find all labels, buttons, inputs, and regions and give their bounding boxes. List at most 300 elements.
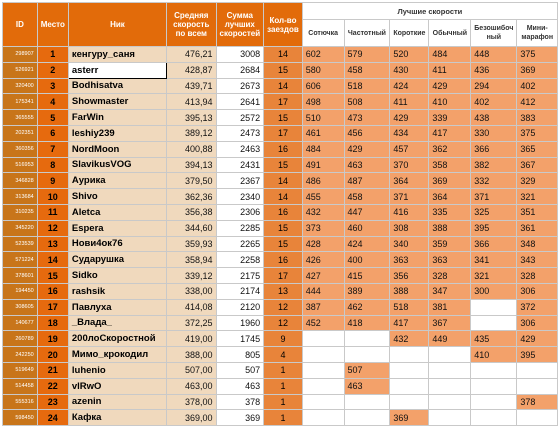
cell-avg[interactable]: 394,13 xyxy=(167,157,216,173)
cell-speed[interactable] xyxy=(517,410,558,426)
cell-speed[interactable] xyxy=(302,378,344,394)
header-mode-frequency[interactable]: Частотный xyxy=(344,20,390,47)
cell-avg[interactable]: 413,94 xyxy=(167,94,216,110)
cell-speed[interactable]: 463 xyxy=(344,157,390,173)
cell-id[interactable]: 571224 xyxy=(3,252,38,268)
cell-sum[interactable]: 2120 xyxy=(216,299,264,315)
cell-sum[interactable]: 2473 xyxy=(216,125,264,141)
cell-avg[interactable]: 395,13 xyxy=(167,110,216,126)
cell-speed[interactable]: 363 xyxy=(429,252,471,268)
cell-speed[interactable]: 389 xyxy=(344,283,390,299)
cell-count[interactable]: 9 xyxy=(264,331,303,347)
cell-speed[interactable]: 434 xyxy=(390,125,429,141)
cell-speed[interactable]: 351 xyxy=(517,204,558,220)
cell-speed[interactable]: 388 xyxy=(429,220,471,236)
cell-speed[interactable]: 395 xyxy=(471,220,517,236)
cell-id[interactable]: 175341 xyxy=(3,94,38,110)
cell-speed[interactable]: 410 xyxy=(429,94,471,110)
cell-id[interactable]: 242250 xyxy=(3,347,38,363)
cell-speed[interactable]: 366 xyxy=(471,141,517,157)
cell-speed[interactable]: 438 xyxy=(471,110,517,126)
cell-count[interactable]: 13 xyxy=(264,283,303,299)
cell-place[interactable]: 24 xyxy=(37,410,68,426)
cell-speed[interactable]: 484 xyxy=(429,47,471,63)
cell-place[interactable]: 6 xyxy=(37,125,68,141)
cell-speed[interactable]: 365 xyxy=(517,141,558,157)
cell-place[interactable]: 13 xyxy=(37,236,68,252)
cell-speed[interactable] xyxy=(471,410,517,426)
cell-speed[interactable] xyxy=(517,362,558,378)
cell-speed[interactable]: 402 xyxy=(517,78,558,94)
cell-nick[interactable]: luhenio xyxy=(68,362,166,378)
cell-sum[interactable]: 2684 xyxy=(216,62,264,78)
cell-count[interactable]: 14 xyxy=(264,189,303,205)
cell-speed[interactable]: 388 xyxy=(390,283,429,299)
cell-sum[interactable]: 2306 xyxy=(216,204,264,220)
cell-speed[interactable]: 332 xyxy=(471,173,517,189)
cell-speed[interactable]: 382 xyxy=(471,157,517,173)
cell-count[interactable]: 17 xyxy=(264,94,303,110)
cell-avg[interactable]: 400,88 xyxy=(167,141,216,157)
cell-sum[interactable]: 2572 xyxy=(216,110,264,126)
cell-speed[interactable]: 306 xyxy=(517,283,558,299)
cell-speed[interactable]: 473 xyxy=(344,110,390,126)
cell-speed[interactable]: 508 xyxy=(344,94,390,110)
cell-speed[interactable] xyxy=(471,378,517,394)
cell-speed[interactable]: 460 xyxy=(344,220,390,236)
cell-speed[interactable]: 520 xyxy=(390,47,429,63)
cell-avg[interactable]: 356,38 xyxy=(167,204,216,220)
cell-nick[interactable]: NordMoon xyxy=(68,141,166,157)
cell-place[interactable]: 7 xyxy=(37,141,68,157)
cell-id[interactable]: 345220 xyxy=(3,220,38,236)
cell-speed[interactable]: 321 xyxy=(471,268,517,284)
header-mode-normal[interactable]: Обычный xyxy=(429,20,471,47)
cell-id[interactable]: 313684 xyxy=(3,189,38,205)
cell-nick[interactable]: SlavikusVOG xyxy=(68,157,166,173)
cell-count[interactable]: 15 xyxy=(264,157,303,173)
cell-nick[interactable]: leshiy239 xyxy=(68,125,166,141)
cell-speed[interactable]: 371 xyxy=(471,189,517,205)
cell-speed[interactable] xyxy=(429,362,471,378)
cell-speed[interactable]: 361 xyxy=(517,220,558,236)
cell-speed[interactable] xyxy=(471,299,517,315)
cell-sum[interactable]: 2463 xyxy=(216,141,264,157)
cell-speed[interactable]: 455 xyxy=(302,189,344,205)
cell-nick[interactable]: Сударушка xyxy=(68,252,166,268)
cell-nick[interactable]: Showmaster xyxy=(68,94,166,110)
cell-speed[interactable]: 491 xyxy=(302,157,344,173)
cell-speed[interactable]: 321 xyxy=(517,189,558,205)
cell-place[interactable]: 11 xyxy=(37,204,68,220)
cell-speed[interactable] xyxy=(471,394,517,410)
cell-nick[interactable]: Espera xyxy=(68,220,166,236)
cell-count[interactable]: 14 xyxy=(264,78,303,94)
cell-speed[interactable]: 375 xyxy=(517,47,558,63)
cell-speed[interactable]: 486 xyxy=(302,173,344,189)
cell-avg[interactable]: 359,93 xyxy=(167,236,216,252)
header-mode-minimarathon[interactable]: Мини- марафон xyxy=(517,20,558,47)
cell-sum[interactable]: 2673 xyxy=(216,78,264,94)
cell-speed[interactable]: 427 xyxy=(302,268,344,284)
cell-speed[interactable]: 432 xyxy=(390,331,429,347)
cell-sum[interactable]: 2174 xyxy=(216,283,264,299)
cell-avg[interactable]: 419,00 xyxy=(167,331,216,347)
cell-place[interactable]: 19 xyxy=(37,331,68,347)
cell-avg[interactable]: 369,00 xyxy=(167,410,216,426)
cell-count[interactable]: 15 xyxy=(264,62,303,78)
cell-speed[interactable]: 387 xyxy=(302,299,344,315)
cell-speed[interactable]: 510 xyxy=(302,110,344,126)
cell-speed[interactable]: 364 xyxy=(390,173,429,189)
cell-id[interactable]: 194450 xyxy=(3,283,38,299)
cell-speed[interactable]: 330 xyxy=(471,125,517,141)
cell-speed[interactable] xyxy=(344,347,390,363)
cell-place[interactable]: 10 xyxy=(37,189,68,205)
cell-speed[interactable]: 429 xyxy=(390,110,429,126)
cell-id[interactable]: 365555 xyxy=(3,110,38,126)
cell-count[interactable]: 1 xyxy=(264,410,303,426)
cell-count[interactable]: 4 xyxy=(264,347,303,363)
cell-id[interactable]: 598450 xyxy=(3,410,38,426)
cell-sum[interactable]: 2431 xyxy=(216,157,264,173)
cell-place[interactable]: 2 xyxy=(37,62,68,78)
cell-place[interactable]: 8 xyxy=(37,157,68,173)
cell-speed[interactable]: 363 xyxy=(390,252,429,268)
cell-avg[interactable]: 339,12 xyxy=(167,268,216,284)
cell-place[interactable]: 20 xyxy=(37,347,68,363)
cell-speed[interactable]: 429 xyxy=(429,78,471,94)
cell-sum[interactable]: 2175 xyxy=(216,268,264,284)
header-avg[interactable]: Средняя скорость по всем xyxy=(167,3,216,47)
cell-speed[interactable]: 518 xyxy=(390,299,429,315)
cell-speed[interactable]: 335 xyxy=(429,204,471,220)
cell-speed[interactable] xyxy=(471,362,517,378)
cell-speed[interactable] xyxy=(302,347,344,363)
cell-nick[interactable]: Аурика xyxy=(68,173,166,189)
cell-speed[interactable]: 429 xyxy=(517,331,558,347)
cell-speed[interactable]: 418 xyxy=(344,315,390,331)
cell-avg[interactable]: 372,25 xyxy=(167,315,216,331)
cell-count[interactable]: 15 xyxy=(264,220,303,236)
cell-speed[interactable]: 341 xyxy=(471,252,517,268)
cell-place[interactable]: 9 xyxy=(37,173,68,189)
cell-nick[interactable]: 200лоСкоростной xyxy=(68,331,166,347)
cell-id[interactable]: 202351 xyxy=(3,125,38,141)
cell-speed[interactable] xyxy=(429,378,471,394)
cell-speed[interactable]: 329 xyxy=(517,173,558,189)
cell-id[interactable]: 378601 xyxy=(3,268,38,284)
cell-speed[interactable]: 430 xyxy=(390,62,429,78)
cell-speed[interactable]: 362 xyxy=(429,141,471,157)
cell-count[interactable]: 1 xyxy=(264,362,303,378)
cell-speed[interactable]: 395 xyxy=(517,347,558,363)
cell-speed[interactable]: 348 xyxy=(517,236,558,252)
cell-nick[interactable]: Кафка xyxy=(68,410,166,426)
cell-speed[interactable]: 367 xyxy=(429,315,471,331)
cell-speed[interactable]: 358 xyxy=(429,157,471,173)
cell-speed[interactable]: 359 xyxy=(429,236,471,252)
cell-sum[interactable]: 3008 xyxy=(216,47,264,63)
cell-place[interactable]: 22 xyxy=(37,378,68,394)
cell-speed[interactable]: 417 xyxy=(390,315,429,331)
cell-speed[interactable]: 456 xyxy=(344,125,390,141)
cell-id[interactable]: 260789 xyxy=(3,331,38,347)
cell-speed[interactable]: 435 xyxy=(471,331,517,347)
cell-id[interactable]: 526921 xyxy=(3,62,38,78)
cell-count[interactable]: 12 xyxy=(264,315,303,331)
header-count[interactable]: Кол-во заездов xyxy=(264,3,303,47)
cell-speed[interactable]: 402 xyxy=(471,94,517,110)
cell-speed[interactable]: 347 xyxy=(429,283,471,299)
cell-speed[interactable] xyxy=(429,410,471,426)
cell-id[interactable]: 298907 xyxy=(3,47,38,63)
cell-sum[interactable]: 1960 xyxy=(216,315,264,331)
cell-speed[interactable] xyxy=(390,378,429,394)
cell-speed[interactable]: 449 xyxy=(429,331,471,347)
cell-sum[interactable]: 2340 xyxy=(216,189,264,205)
cell-speed[interactable]: 436 xyxy=(471,62,517,78)
cell-speed[interactable]: 448 xyxy=(471,47,517,63)
cell-speed[interactable]: 375 xyxy=(517,125,558,141)
cell-speed[interactable]: 369 xyxy=(390,410,429,426)
cell-count[interactable]: 1 xyxy=(264,378,303,394)
cell-nick[interactable]: Shivo xyxy=(68,189,166,205)
cell-speed[interactable]: 487 xyxy=(344,173,390,189)
header-mode-sotochka[interactable]: Сотючка xyxy=(302,20,344,47)
cell-sum[interactable]: 2285 xyxy=(216,220,264,236)
cell-nick[interactable]: Мимо_крокодил xyxy=(68,347,166,363)
cell-count[interactable]: 16 xyxy=(264,204,303,220)
cell-speed[interactable]: 372 xyxy=(517,299,558,315)
cell-speed[interactable]: 606 xyxy=(302,78,344,94)
cell-count[interactable]: 15 xyxy=(264,236,303,252)
cell-place[interactable]: 12 xyxy=(37,220,68,236)
cell-avg[interactable]: 507,00 xyxy=(167,362,216,378)
cell-speed[interactable]: 424 xyxy=(344,236,390,252)
cell-avg[interactable]: 358,94 xyxy=(167,252,216,268)
cell-speed[interactable]: 294 xyxy=(471,78,517,94)
cell-speed[interactable]: 400 xyxy=(344,252,390,268)
cell-nick[interactable]: Павлуха xyxy=(68,299,166,315)
cell-speed[interactable]: 426 xyxy=(302,252,344,268)
cell-speed[interactable] xyxy=(302,362,344,378)
cell-speed[interactable]: 411 xyxy=(390,94,429,110)
cell-speed[interactable] xyxy=(390,394,429,410)
cell-place[interactable]: 21 xyxy=(37,362,68,378)
cell-count[interactable]: 12 xyxy=(264,299,303,315)
cell-avg[interactable]: 388,00 xyxy=(167,347,216,363)
cell-id[interactable]: 555316 xyxy=(3,394,38,410)
cell-speed[interactable]: 580 xyxy=(302,62,344,78)
cell-speed[interactable]: 462 xyxy=(344,299,390,315)
cell-place[interactable]: 3 xyxy=(37,78,68,94)
cell-count[interactable]: 1 xyxy=(264,394,303,410)
cell-speed[interactable]: 369 xyxy=(429,173,471,189)
cell-speed[interactable]: 444 xyxy=(302,283,344,299)
header-nick[interactable]: Ник xyxy=(68,3,166,47)
cell-speed[interactable]: 367 xyxy=(517,157,558,173)
cell-speed[interactable]: 484 xyxy=(302,141,344,157)
cell-nick[interactable]: Aletca xyxy=(68,204,166,220)
cell-speed[interactable]: 369 xyxy=(517,62,558,78)
cell-speed[interactable]: 328 xyxy=(429,268,471,284)
cell-speed[interactable]: 371 xyxy=(390,189,429,205)
cell-id[interactable]: 516953 xyxy=(3,157,38,173)
cell-id[interactable]: 514458 xyxy=(3,378,38,394)
cell-nick[interactable]: Sidko xyxy=(68,268,166,284)
cell-count[interactable]: 16 xyxy=(264,252,303,268)
cell-avg[interactable]: 362,36 xyxy=(167,189,216,205)
cell-speed[interactable]: 381 xyxy=(429,299,471,315)
cell-speed[interactable]: 378 xyxy=(517,394,558,410)
cell-speed[interactable]: 325 xyxy=(471,204,517,220)
cell-speed[interactable]: 498 xyxy=(302,94,344,110)
cell-sum[interactable]: 1745 xyxy=(216,331,264,347)
header-mode-errorless[interactable]: Безошибоч ный xyxy=(471,20,517,47)
header-mode-short[interactable]: Короткие xyxy=(390,20,429,47)
cell-speed[interactable] xyxy=(344,410,390,426)
cell-speed[interactable]: 366 xyxy=(471,236,517,252)
cell-id[interactable]: 308605 xyxy=(3,299,38,315)
cell-speed[interactable]: 579 xyxy=(344,47,390,63)
cell-avg[interactable]: 428,87 xyxy=(167,62,216,78)
cell-speed[interactable]: 417 xyxy=(429,125,471,141)
cell-avg[interactable]: 379,50 xyxy=(167,173,216,189)
cell-avg[interactable]: 463,00 xyxy=(167,378,216,394)
cell-sum[interactable]: 2641 xyxy=(216,94,264,110)
cell-id[interactable]: 523539 xyxy=(3,236,38,252)
cell-sum[interactable]: 2367 xyxy=(216,173,264,189)
cell-speed[interactable]: 457 xyxy=(390,141,429,157)
header-place[interactable]: Место xyxy=(37,3,68,47)
cell-speed[interactable] xyxy=(429,394,471,410)
cell-nick[interactable]: azenin xyxy=(68,394,166,410)
cell-avg[interactable]: 344,60 xyxy=(167,220,216,236)
cell-speed[interactable]: 424 xyxy=(390,78,429,94)
cell-speed[interactable] xyxy=(390,362,429,378)
cell-place[interactable]: 17 xyxy=(37,299,68,315)
cell-speed[interactable]: 340 xyxy=(390,236,429,252)
cell-avg[interactable]: 378,00 xyxy=(167,394,216,410)
cell-count[interactable]: 16 xyxy=(264,141,303,157)
cell-speed[interactable]: 411 xyxy=(429,62,471,78)
cell-speed[interactable]: 452 xyxy=(302,315,344,331)
cell-speed[interactable]: 306 xyxy=(517,315,558,331)
cell-speed[interactable]: 300 xyxy=(471,283,517,299)
cell-id[interactable]: 140677 xyxy=(3,315,38,331)
cell-sum[interactable]: 2265 xyxy=(216,236,264,252)
cell-speed[interactable]: 458 xyxy=(344,189,390,205)
cell-place[interactable]: 23 xyxy=(37,394,68,410)
cell-speed[interactable]: 458 xyxy=(344,62,390,78)
cell-avg[interactable]: 476,21 xyxy=(167,47,216,63)
cell-avg[interactable]: 389,12 xyxy=(167,125,216,141)
cell-speed[interactable]: 308 xyxy=(390,220,429,236)
cell-speed[interactable]: 602 xyxy=(302,47,344,63)
cell-avg[interactable]: 439,71 xyxy=(167,78,216,94)
cell-sum[interactable]: 369 xyxy=(216,410,264,426)
cell-id[interactable]: 360356 xyxy=(3,141,38,157)
cell-nick[interactable]: rashsik xyxy=(68,283,166,299)
cell-count[interactable]: 17 xyxy=(264,268,303,284)
cell-speed[interactable]: 429 xyxy=(344,141,390,157)
cell-speed[interactable]: 432 xyxy=(302,204,344,220)
header-id[interactable]: ID xyxy=(3,3,38,47)
cell-nick[interactable]: FarWin xyxy=(68,110,166,126)
cell-speed[interactable]: 447 xyxy=(344,204,390,220)
cell-speed[interactable]: 518 xyxy=(344,78,390,94)
cell-avg[interactable]: 338,00 xyxy=(167,283,216,299)
cell-place[interactable]: 5 xyxy=(37,110,68,126)
cell-speed[interactable] xyxy=(390,347,429,363)
cell-speed[interactable] xyxy=(344,394,390,410)
cell-id[interactable]: 320400 xyxy=(3,78,38,94)
cell-speed[interactable]: 343 xyxy=(517,252,558,268)
cell-count[interactable]: 14 xyxy=(264,47,303,63)
cell-speed[interactable] xyxy=(344,331,390,347)
cell-nick[interactable]: asterr xyxy=(68,62,166,78)
cell-place[interactable]: 4 xyxy=(37,94,68,110)
cell-sum[interactable]: 507 xyxy=(216,362,264,378)
cell-id[interactable]: 346828 xyxy=(3,173,38,189)
cell-id[interactable]: 519649 xyxy=(3,362,38,378)
cell-id[interactable]: 310235 xyxy=(3,204,38,220)
cell-speed[interactable] xyxy=(302,394,344,410)
cell-speed[interactable]: 412 xyxy=(517,94,558,110)
cell-speed[interactable]: 356 xyxy=(390,268,429,284)
cell-sum[interactable]: 463 xyxy=(216,378,264,394)
cell-speed[interactable] xyxy=(302,410,344,426)
cell-speed[interactable]: 461 xyxy=(302,125,344,141)
cell-count[interactable]: 14 xyxy=(264,173,303,189)
cell-speed[interactable] xyxy=(471,315,517,331)
cell-nick[interactable]: Bodhisatva xyxy=(68,78,166,94)
cell-speed[interactable]: 383 xyxy=(517,110,558,126)
cell-speed[interactable]: 410 xyxy=(471,347,517,363)
cell-avg[interactable]: 414,08 xyxy=(167,299,216,315)
cell-nick[interactable]: кенгуру_саня xyxy=(68,47,166,63)
cell-count[interactable]: 15 xyxy=(264,110,303,126)
cell-speed[interactable]: 507 xyxy=(344,362,390,378)
cell-speed[interactable]: 415 xyxy=(344,268,390,284)
cell-place[interactable]: 1 xyxy=(37,47,68,63)
cell-place[interactable]: 15 xyxy=(37,268,68,284)
cell-count[interactable]: 17 xyxy=(264,125,303,141)
header-best-speeds[interactable]: Лучшие скорости xyxy=(302,3,557,20)
cell-place[interactable]: 14 xyxy=(37,252,68,268)
cell-speed[interactable]: 370 xyxy=(390,157,429,173)
cell-speed[interactable]: 463 xyxy=(344,378,390,394)
cell-place[interactable]: 18 xyxy=(37,315,68,331)
cell-nick[interactable]: vlRwO xyxy=(68,378,166,394)
cell-speed[interactable]: 416 xyxy=(390,204,429,220)
cell-place[interactable]: 16 xyxy=(37,283,68,299)
cell-speed[interactable]: 428 xyxy=(302,236,344,252)
cell-speed[interactable]: 339 xyxy=(429,110,471,126)
cell-speed[interactable] xyxy=(517,378,558,394)
header-sum[interactable]: Сумма лучших скоростей xyxy=(216,3,264,47)
cell-sum[interactable]: 805 xyxy=(216,347,264,363)
cell-sum[interactable]: 378 xyxy=(216,394,264,410)
cell-speed[interactable]: 373 xyxy=(302,220,344,236)
cell-speed[interactable] xyxy=(429,347,471,363)
cell-sum[interactable]: 2258 xyxy=(216,252,264,268)
cell-speed[interactable]: 328 xyxy=(517,268,558,284)
cell-nick[interactable]: Нови4ок76 xyxy=(68,236,166,252)
cell-nick[interactable]: _Влада_ xyxy=(68,315,166,331)
cell-speed[interactable] xyxy=(302,331,344,347)
